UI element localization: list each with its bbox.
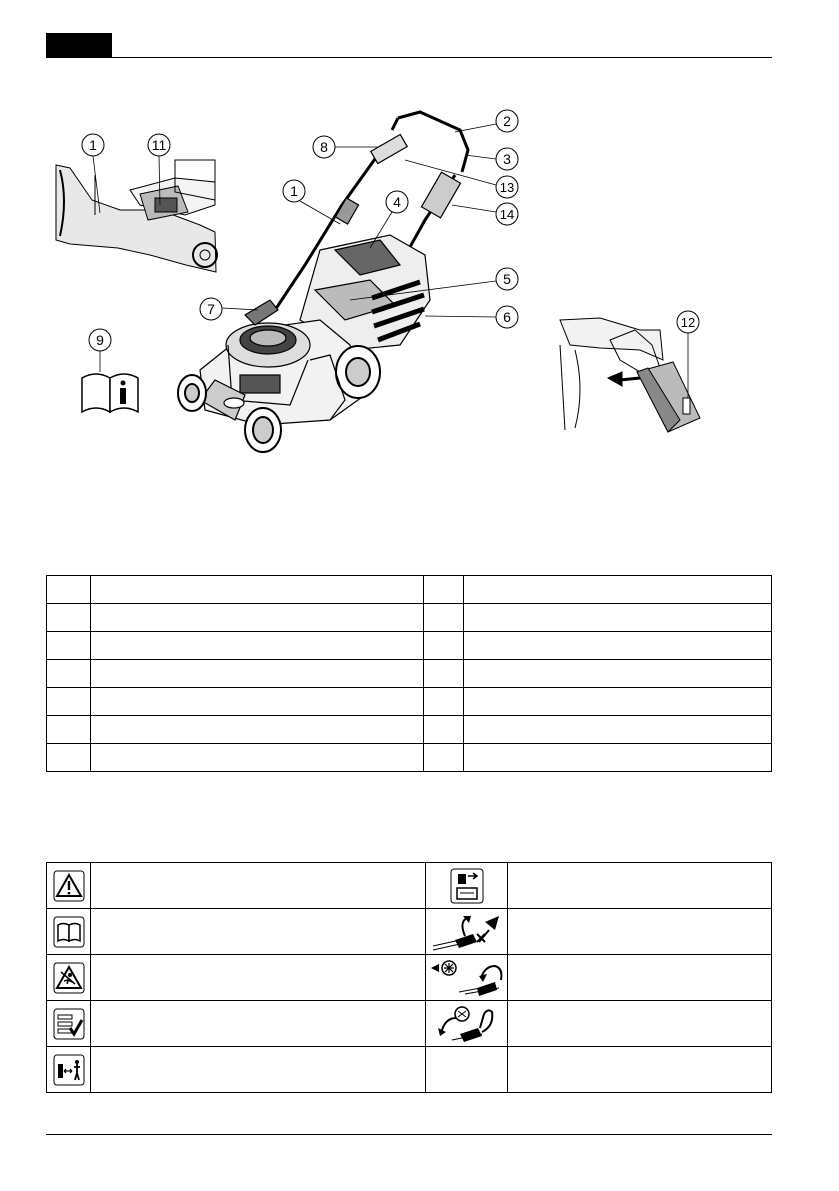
table-cell <box>91 660 424 688</box>
warning-triangle-icon <box>53 870 85 902</box>
table-cell <box>424 632 464 660</box>
table-cell <box>464 604 772 632</box>
table-cell <box>464 688 772 716</box>
table-row <box>47 716 772 744</box>
keep-distance-icon <box>53 1054 85 1086</box>
symbol-text <box>91 1047 426 1093</box>
symbol-cell <box>426 1047 508 1093</box>
thrown-objects-icon <box>53 962 85 994</box>
symbol-text <box>508 1001 772 1047</box>
table-cell <box>464 660 772 688</box>
symbol-text <box>508 863 772 909</box>
foot-injury-icon <box>432 1004 502 1044</box>
callout-3 <box>465 148 518 170</box>
disconnect-spark-plug-icon <box>450 868 484 904</box>
symbols-table <box>46 862 772 1093</box>
table-row <box>47 909 772 955</box>
callout-9 <box>89 329 111 372</box>
table-cell <box>91 576 424 604</box>
table-cell <box>424 688 464 716</box>
hand-injury-icon <box>429 912 505 952</box>
svg-text:4: 4 <box>393 194 401 210</box>
svg-text:6: 6 <box>503 309 511 325</box>
callout-2 <box>455 110 518 132</box>
check-before-use-icon <box>53 1008 85 1040</box>
svg-text:5: 5 <box>503 271 511 287</box>
callout-1 <box>283 180 340 224</box>
svg-text:7: 7 <box>207 301 215 317</box>
table-cell <box>91 688 424 716</box>
symbol-text <box>508 1047 772 1093</box>
callout-14 <box>452 203 518 225</box>
table-cell <box>91 744 424 772</box>
symbol-text <box>91 863 426 909</box>
table-cell <box>47 604 91 632</box>
symbol-text <box>91 955 426 1001</box>
table-row <box>47 955 772 1001</box>
table-cell <box>424 604 464 632</box>
svg-text:1: 1 <box>290 183 298 199</box>
symbol-cell <box>47 955 91 1001</box>
symbol-cell <box>47 1047 91 1093</box>
symbol-text <box>91 1001 426 1047</box>
table-row <box>47 660 772 688</box>
table-cell <box>464 744 772 772</box>
symbol-cell <box>47 863 91 909</box>
footer-rule <box>46 1134 772 1135</box>
svg-text:1: 1 <box>89 137 97 153</box>
svg-text:8: 8 <box>320 139 328 155</box>
symbol-cell <box>426 955 508 1001</box>
svg-text:14: 14 <box>499 207 515 222</box>
table-cell <box>47 716 91 744</box>
table-row <box>47 576 772 604</box>
blade-hand-icon <box>429 958 505 998</box>
table-cell <box>424 744 464 772</box>
svg-text:11: 11 <box>151 137 167 153</box>
table-cell <box>464 632 772 660</box>
table-row <box>47 688 772 716</box>
grass-catcher-inset <box>56 160 217 272</box>
lawn-mower-drawing <box>178 112 468 452</box>
manual-info-icon <box>82 374 138 412</box>
table-row <box>47 604 772 632</box>
symbol-cell <box>426 1001 508 1047</box>
svg-text:12: 12 <box>680 315 696 330</box>
symbol-text <box>508 955 772 1001</box>
table-cell <box>91 716 424 744</box>
table-cell <box>91 632 424 660</box>
symbol-cell <box>47 909 91 955</box>
table-row <box>47 863 772 909</box>
svg-text:2: 2 <box>503 113 511 129</box>
symbol-cell <box>426 909 508 955</box>
callout-6 <box>425 306 518 328</box>
parts-table <box>46 575 772 772</box>
symbol-cell <box>426 863 508 909</box>
table-cell <box>47 576 91 604</box>
table-cell <box>47 660 91 688</box>
callout-8 <box>313 136 378 158</box>
mower-figure <box>0 0 839 470</box>
read-manual-icon <box>53 916 85 948</box>
table-cell <box>47 688 91 716</box>
table-cell <box>91 604 424 632</box>
table-cell <box>424 716 464 744</box>
table-cell <box>464 716 772 744</box>
svg-text:3: 3 <box>503 151 511 167</box>
mulching-plug-inset <box>560 318 700 432</box>
table-cell <box>464 576 772 604</box>
svg-text:13: 13 <box>499 180 515 195</box>
table-row <box>47 1047 772 1093</box>
svg-text:9: 9 <box>96 332 104 348</box>
table-cell <box>47 632 91 660</box>
table-cell <box>47 744 91 772</box>
table-cell <box>424 576 464 604</box>
table-row <box>47 744 772 772</box>
symbol-text <box>508 909 772 955</box>
table-cell <box>424 660 464 688</box>
table-row <box>47 632 772 660</box>
symbol-cell <box>47 1001 91 1047</box>
symbol-text <box>91 909 426 955</box>
table-row <box>47 1001 772 1047</box>
